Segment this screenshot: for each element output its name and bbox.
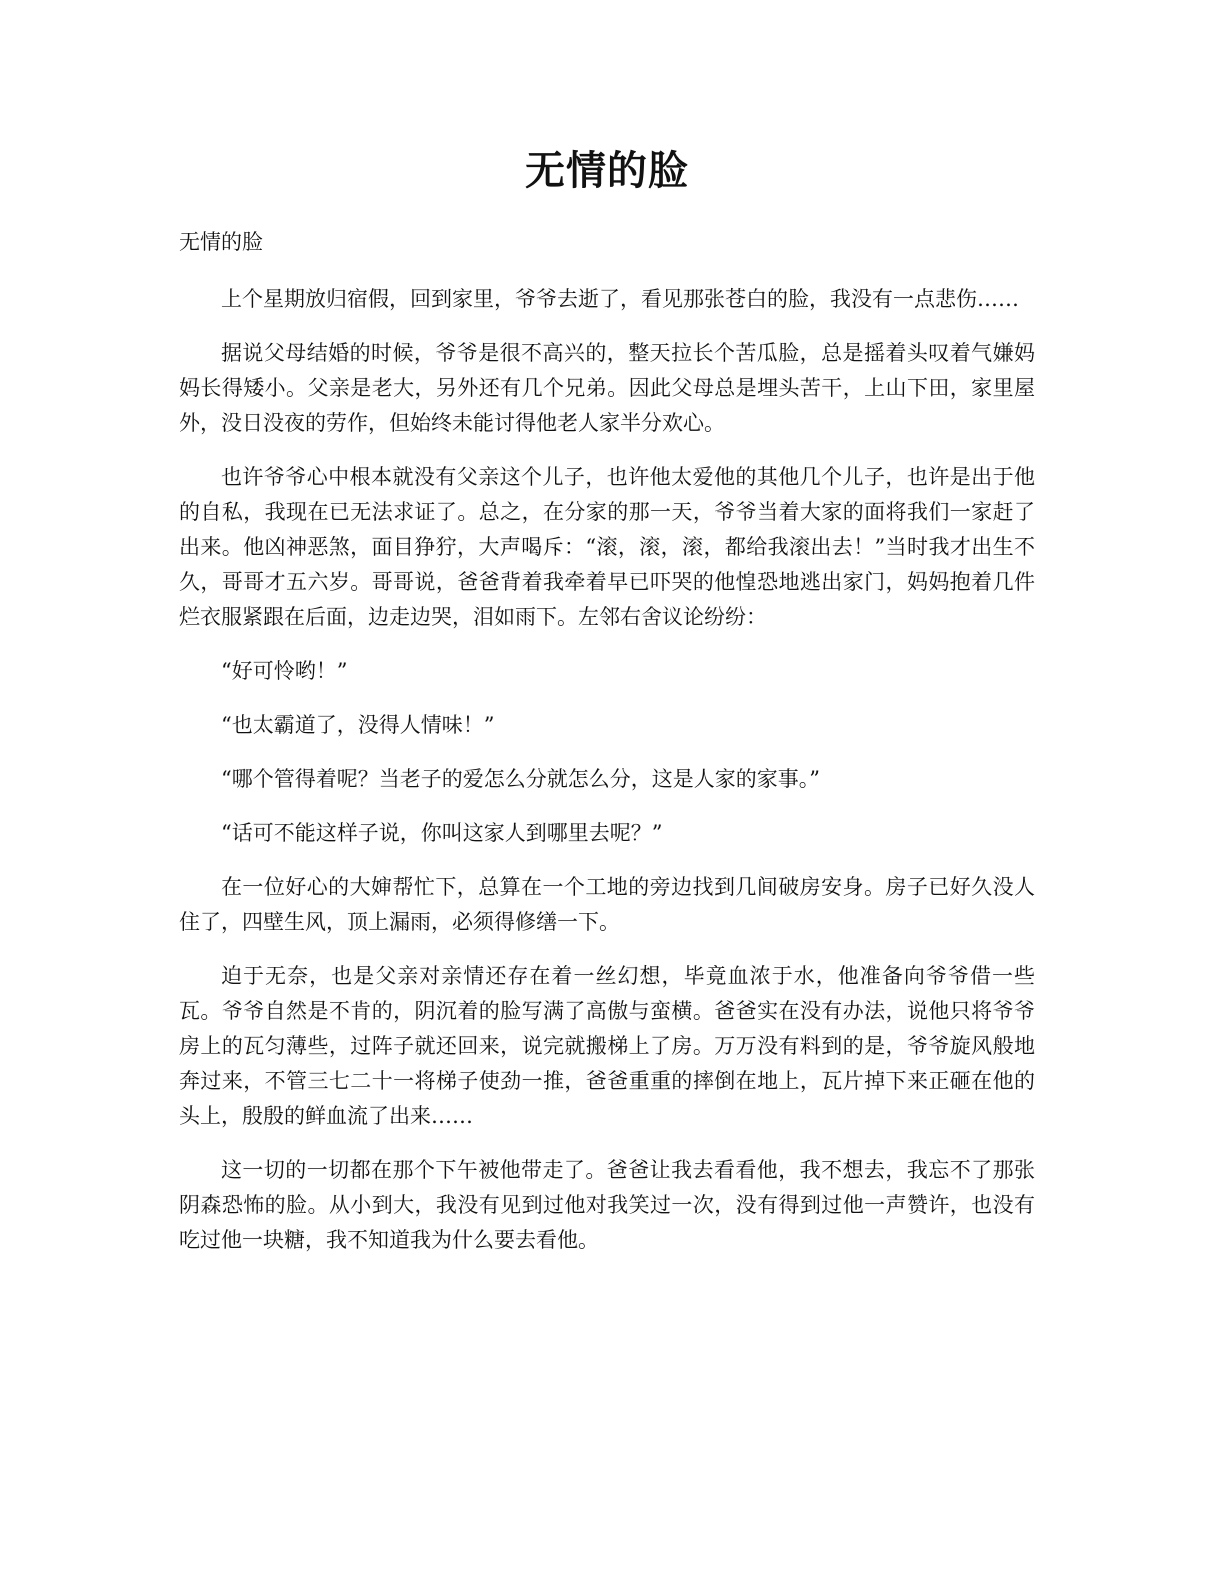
document-subtitle: 无情的脸 [179,230,263,254]
paragraph-3: 也许爷爷心中根本就没有父亲这个儿子，也许他太爱他的其他几个儿子，也许是出于他的自私，我现在已无法求证了。总之，在分家的那一天，爷爷当着大家的面将我们一家赶了出来。他凶神恶煞，面目狰狞，大声喝斥：“滚，滚，滚，都给我滚出去！”当时我才出生不久，哥哥才五六岁。哥哥说，爸爸背着我牵着早已吓哭的他惶恐地逃出家门，妈妈抱着几件烂衣服紧跟在后面，边走边哭，泪如雨下。左邻右舍议论纷纷： [179,465,1035,629]
dialogue-line-2: “也太霸道了，没得人情味！” [221,713,495,737]
paragraph-2: 据说父母结婚的时候，爷爷是很不高兴的，整天拉长个苦瓜脸，总是摇着头叹着气嫌妈妈长得矮小。父亲是老大，另外还有几个兄弟。因此父母总是埋头苦干，上山下田，家里屋外，没日没夜的劳作，但始终未能讨得他老人家半分欢心。 [179,341,1035,435]
paragraph-4: 在一位好心的大婶帮忙下，总算在一个工地的旁边找到几间破房安身。房子已好久没人住了，四壁生风，顶上漏雨，必须得修缮一下。 [179,875,1035,934]
document-page [179,140,1035,1277]
dialogue-line-1: “好可怜哟！” [221,659,348,683]
document-title: 无情的脸 [525,147,689,194]
paragraph-5: 迫于无奈，也是父亲对亲情还存在着一丝幻想，毕竟血浓于水，他准备向爷爷借一些瓦。爷爷自然是不肯的，阴沉着的脸写满了高傲与蛮横。爸爸实在没有办法，说他只将爷爷房上的瓦匀薄些，过阵子就还回来，说完就搬梯上了房。万万没有料到的是，爷爷旋风般地奔过来，不管三七二十一将梯子使劲一推，爸爸重重的摔倒在地上，瓦片掉下来正砸在他的头上，殷殷的鲜血流了出来…… [179,964,1035,1128]
dialogue-line-4: “话可不能这样子说，你叫这家人到哪里去呢？” [221,821,663,845]
dialogue-line-3: “哪个管得着呢？当老子的爱怎么分就怎么分，这是人家的家事。” [221,767,820,791]
paragraph-1: 上个星期放归宿假，回到家里，爷爷去逝了，看见那张苍白的脸，我没有一点悲伤…… [221,287,1019,311]
paragraph-6: 这一切的一切都在那个下午被他带走了。爸爸让我去看看他，我不想去，我忘不了那张阴森恐怖的脸。从小到大，我没有见到过他对我笑过一次，没有得到过他一声赞许，也没有吃过他一块糖，我不知道我为什么要去看他。 [179,1158,1035,1252]
